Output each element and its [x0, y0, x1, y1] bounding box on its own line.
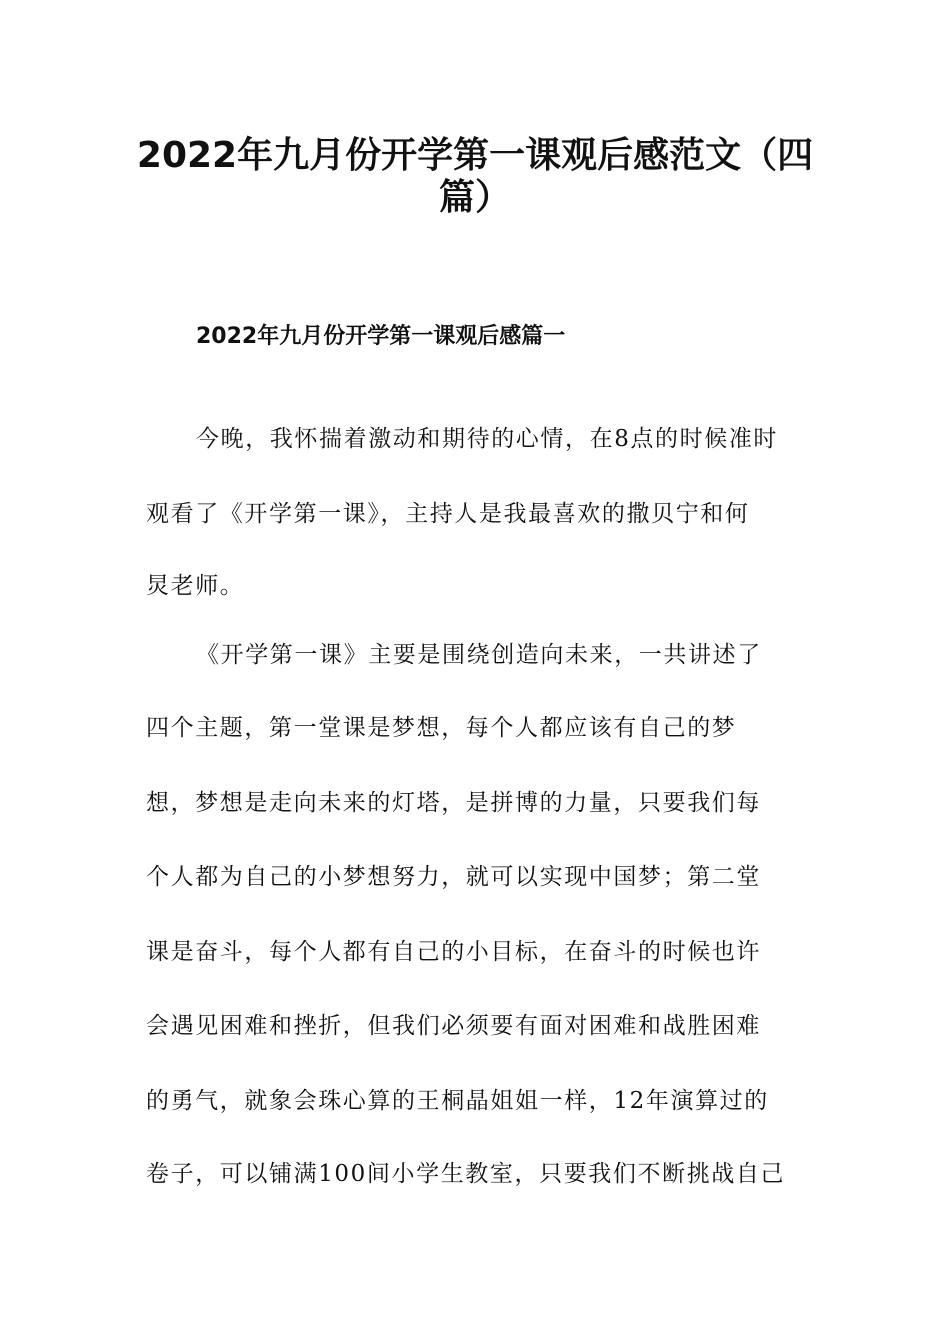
section-heading: 2022年九月份开学第一课观后感篇一	[196, 324, 566, 349]
body-line-11: 卷子，可以铺满100间小学生教室，只要我们不断挑战自己	[146, 1161, 786, 1187]
document-title-line-1: 2022年九月份开学第一课观后感范文（四	[136, 135, 814, 176]
body-line-10: 的勇气，就象会珠心算的王桐晶姐姐一样，12年演算过的	[146, 1088, 769, 1114]
body-line-8: 课是奋斗，每个人都有自己的小目标，在奋斗的时候也许	[146, 939, 761, 965]
body-line-4: 《开学第一课》主要是围绕创造向未来，一共讲述了	[196, 642, 762, 668]
body-line-7: 个人都为自己的小梦想努力，就可以实现中国梦；第二堂	[146, 864, 761, 890]
body-line-3: 炅老师。	[146, 573, 245, 599]
body-line-5: 四个主题，第一堂课是梦想，每个人都应该有自己的梦	[146, 715, 737, 741]
body-line-9: 会遇见困难和挫折，但我们必须要有面对困难和战胜困难	[146, 1013, 761, 1039]
body-line-6: 想，梦想是走向未来的灯塔，是拼博的力量，只要我们每	[146, 790, 761, 816]
document-title-line-2: 篇）	[438, 177, 511, 218]
body-line-1: 今晚，我怀揣着激动和期待的心情，在8点的时候准时	[196, 426, 779, 452]
body-line-2: 观看了《开学第一课》，主持人是我最喜欢的撒贝宁和何	[146, 501, 750, 527]
